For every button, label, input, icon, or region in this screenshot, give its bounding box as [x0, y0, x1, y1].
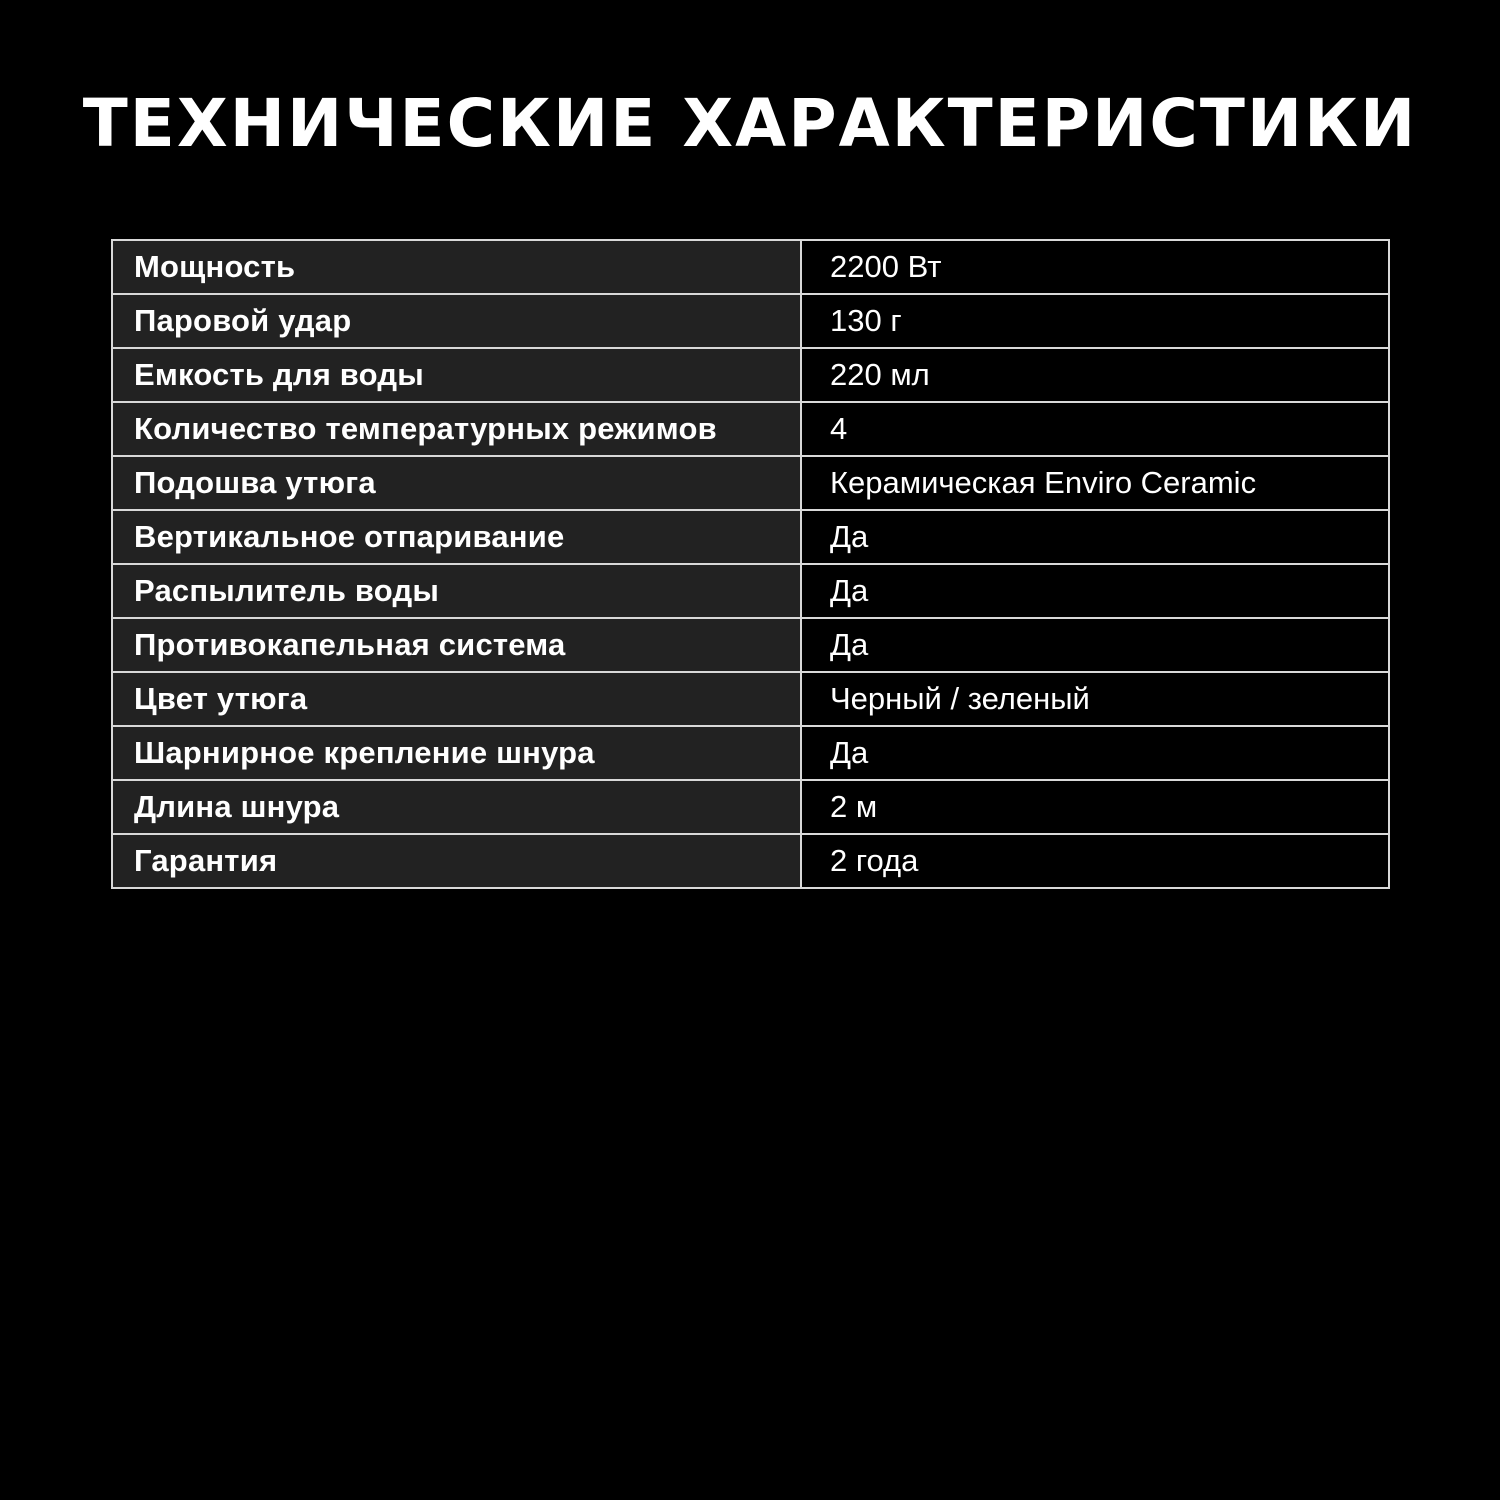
spec-name: Количество температурных режимов — [112, 402, 801, 456]
spec-value: 4 — [801, 402, 1389, 456]
spec-name: Цвет утюга — [112, 672, 801, 726]
spec-value: 130 г — [801, 294, 1389, 348]
table-row — [112, 402, 1389, 456]
spec-value: 220 мл — [801, 348, 1389, 402]
spec-value: 2 м — [801, 780, 1389, 834]
spec-name: Шарнирное крепление шнура — [112, 726, 801, 780]
spec-name: Длина шнура — [112, 780, 801, 834]
table-row — [112, 672, 1389, 726]
spec-name: Паровой удар — [112, 294, 801, 348]
spec-value: Керамическая Enviro Ceramic — [801, 456, 1389, 510]
spec-name: Гарантия — [112, 834, 801, 888]
spec-value: Черный / зеленый — [801, 672, 1389, 726]
spec-value: Да — [801, 618, 1389, 672]
spec-name: Распылитель воды — [112, 564, 801, 618]
table-row — [112, 726, 1389, 780]
table-row — [112, 780, 1389, 834]
spec-value: 2 года — [801, 834, 1389, 888]
table-row — [112, 618, 1389, 672]
table-row — [112, 456, 1389, 510]
page-title: ТЕХНИЧЕСКИЕ ХАРАКТЕРИСТИКИ — [82, 85, 1418, 162]
spec-value: 2200 Вт — [801, 240, 1389, 294]
table-row — [112, 510, 1389, 564]
specs-table — [111, 239, 1390, 889]
table-row — [112, 294, 1389, 348]
spec-name: Противокапельная система — [112, 618, 801, 672]
table-row — [112, 834, 1389, 888]
table-row — [112, 240, 1389, 294]
table-row — [112, 348, 1389, 402]
table-row — [112, 564, 1389, 618]
spec-name: Емкость для воды — [112, 348, 801, 402]
spec-name: Подошва утюга — [112, 456, 801, 510]
spec-name: Вертикальное отпаривание — [112, 510, 801, 564]
spec-value: Да — [801, 510, 1389, 564]
spec-name: Мощность — [112, 240, 801, 294]
spec-value: Да — [801, 726, 1389, 780]
spec-value: Да — [801, 564, 1389, 618]
